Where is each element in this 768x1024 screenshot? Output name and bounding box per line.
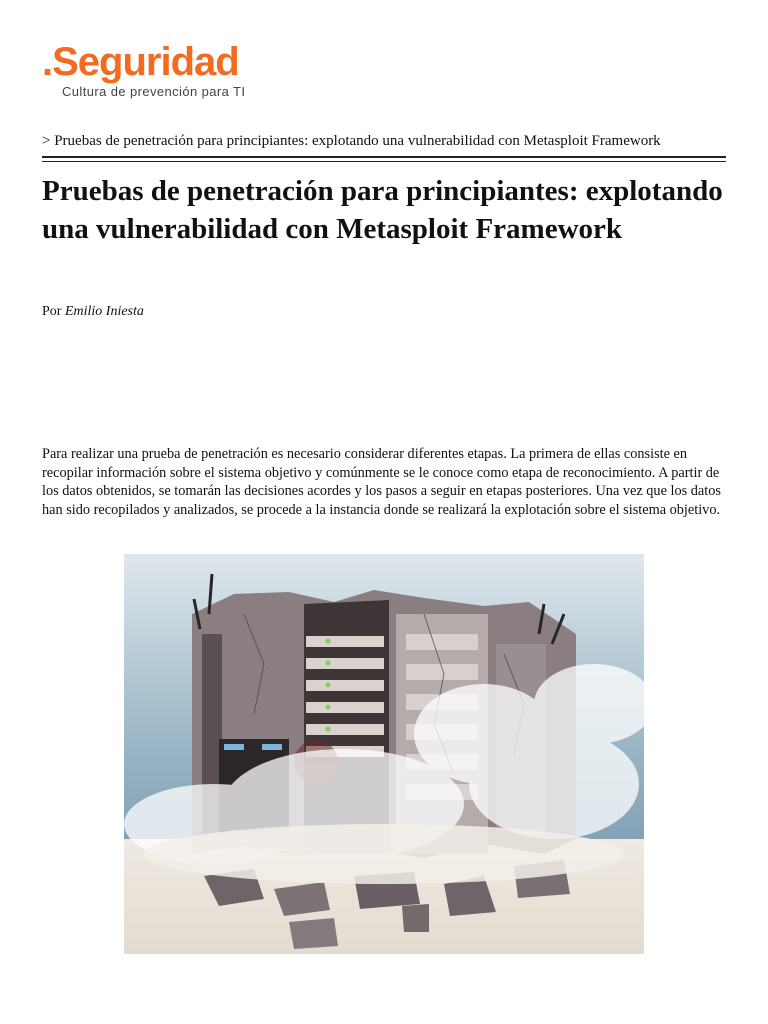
header-divider-thin (42, 161, 726, 162)
article-illustration (124, 554, 644, 954)
byline (42, 304, 144, 320)
header-divider (42, 156, 726, 158)
page-title: Pruebas de penetración para principiantes: explotando una vulnerabilidad con Metasploit Framework (42, 175, 723, 245)
byline-prefix: Por (42, 304, 62, 319)
author-name[interactable]: Emilio Iniesta (64, 304, 144, 319)
breadcrumb[interactable]: > Pruebas de penetración para principiantes: explotando una vulnerabilidad con Metasploit Framework (42, 133, 661, 149)
logo-wordmark: .Seguridad (42, 40, 239, 84)
logo-tagline: Cultura de prevención para TI (62, 84, 246, 99)
site-logo[interactable] (42, 40, 245, 99)
intro-paragraph: Para realizar una prueba de penetración es necesario considerar diferentes etapas. La primera de ellas consiste en recopilar información sobre el sistema objetivo y comúnmente se le conoce como etapa de reconocimiento. A partir de los datos obtenidos, se tomarán las decisiones acordes y los pasos a seguir en etapas posteriores. Una vez que los datos han sido recopilados y analizados, se procede a la instancia donde se realizará la explotación sobre el sistema objetivo. (42, 446, 721, 518)
